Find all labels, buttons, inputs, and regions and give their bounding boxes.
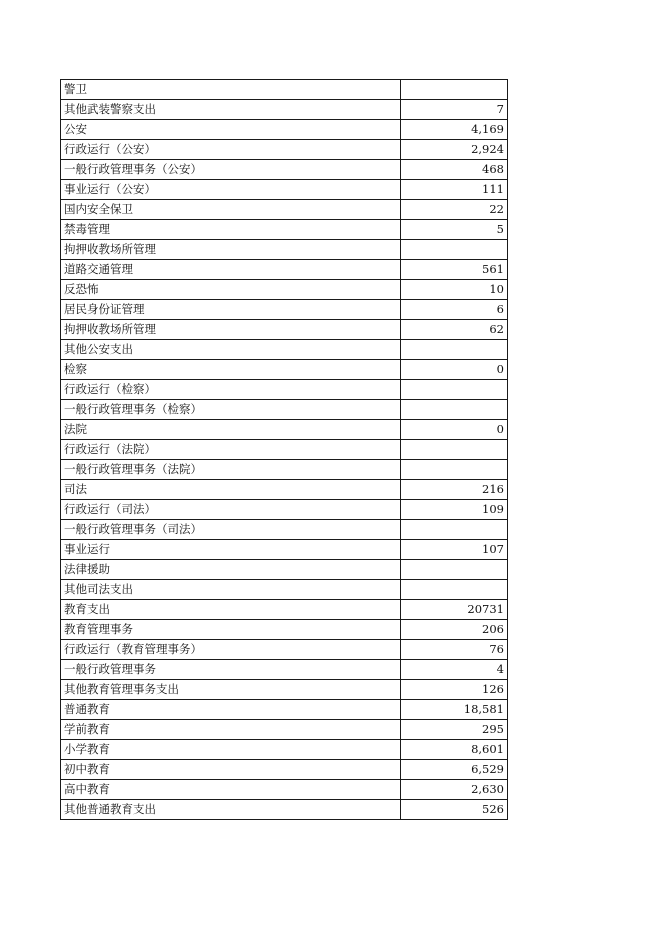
item-name-cell[interactable]: 检察 bbox=[61, 360, 401, 380]
amount-cell[interactable] bbox=[401, 80, 508, 100]
item-name-cell[interactable]: 反恐怖 bbox=[61, 280, 401, 300]
amount-cell[interactable]: 561 bbox=[401, 260, 508, 280]
item-name-cell[interactable]: 居民身份证管理 bbox=[61, 300, 401, 320]
table-row bbox=[61, 80, 508, 100]
amount-cell[interactable]: 0 bbox=[401, 360, 508, 380]
table-row bbox=[61, 440, 508, 460]
table-body bbox=[61, 80, 508, 820]
item-name-cell[interactable]: 警卫 bbox=[61, 80, 401, 100]
table-row bbox=[61, 740, 508, 760]
table-row bbox=[61, 220, 508, 240]
item-name-cell[interactable]: 初中教育 bbox=[61, 760, 401, 780]
amount-cell[interactable] bbox=[401, 460, 508, 480]
table-row bbox=[61, 540, 508, 560]
item-name-cell[interactable]: 拘押收教场所管理 bbox=[61, 240, 401, 260]
amount-cell[interactable]: 62 bbox=[401, 320, 508, 340]
item-name-cell[interactable]: 小学教育 bbox=[61, 740, 401, 760]
item-name-cell[interactable]: 司法 bbox=[61, 480, 401, 500]
item-name-cell[interactable]: 行政运行（教育管理事务） bbox=[61, 640, 401, 660]
item-name-cell[interactable]: 行政运行（法院） bbox=[61, 440, 401, 460]
item-name-cell[interactable]: 学前教育 bbox=[61, 720, 401, 740]
table-row bbox=[61, 380, 508, 400]
item-name-cell[interactable]: 行政运行（司法） bbox=[61, 500, 401, 520]
amount-cell[interactable]: 109 bbox=[401, 500, 508, 520]
item-name-cell[interactable]: 其他普通教育支出 bbox=[61, 800, 401, 820]
amount-cell[interactable]: 7 bbox=[401, 100, 508, 120]
table-row bbox=[61, 280, 508, 300]
item-name-cell[interactable]: 拘押收教场所管理 bbox=[61, 320, 401, 340]
amount-cell[interactable] bbox=[401, 240, 508, 260]
amount-cell[interactable]: 76 bbox=[401, 640, 508, 660]
amount-cell[interactable]: 6,529 bbox=[401, 760, 508, 780]
table-row bbox=[61, 800, 508, 820]
expenditure-table bbox=[60, 79, 508, 820]
amount-cell[interactable]: 126 bbox=[401, 680, 508, 700]
amount-cell[interactable]: 2,630 bbox=[401, 780, 508, 800]
table-row bbox=[61, 140, 508, 160]
amount-cell[interactable] bbox=[401, 400, 508, 420]
table-row bbox=[61, 100, 508, 120]
amount-cell[interactable]: 20731 bbox=[401, 600, 508, 620]
table-row bbox=[61, 640, 508, 660]
item-name-cell[interactable]: 道路交通管理 bbox=[61, 260, 401, 280]
amount-cell[interactable]: 216 bbox=[401, 480, 508, 500]
amount-cell[interactable] bbox=[401, 340, 508, 360]
item-name-cell[interactable]: 其他司法支出 bbox=[61, 580, 401, 600]
table-row bbox=[61, 400, 508, 420]
table-row bbox=[61, 160, 508, 180]
item-name-cell[interactable]: 一般行政管理事务（检察） bbox=[61, 400, 401, 420]
amount-cell[interactable]: 4,169 bbox=[401, 120, 508, 140]
table-row bbox=[61, 760, 508, 780]
amount-cell[interactable]: 526 bbox=[401, 800, 508, 820]
table-row bbox=[61, 460, 508, 480]
table-row bbox=[61, 680, 508, 700]
amount-cell[interactable] bbox=[401, 380, 508, 400]
item-name-cell[interactable]: 行政运行（公安） bbox=[61, 140, 401, 160]
table-row bbox=[61, 200, 508, 220]
item-name-cell[interactable]: 其他教育管理事务支出 bbox=[61, 680, 401, 700]
item-name-cell[interactable]: 公安 bbox=[61, 120, 401, 140]
amount-cell[interactable]: 22 bbox=[401, 200, 508, 220]
amount-cell[interactable]: 4 bbox=[401, 660, 508, 680]
amount-cell[interactable] bbox=[401, 580, 508, 600]
amount-cell[interactable]: 2,924 bbox=[401, 140, 508, 160]
amount-cell[interactable]: 10 bbox=[401, 280, 508, 300]
item-name-cell[interactable]: 高中教育 bbox=[61, 780, 401, 800]
table-row bbox=[61, 600, 508, 620]
table-row bbox=[61, 780, 508, 800]
item-name-cell[interactable]: 一般行政管理事务 bbox=[61, 660, 401, 680]
item-name-cell[interactable]: 教育管理事务 bbox=[61, 620, 401, 640]
table-row bbox=[61, 560, 508, 580]
amount-cell[interactable]: 295 bbox=[401, 720, 508, 740]
amount-cell[interactable]: 111 bbox=[401, 180, 508, 200]
item-name-cell[interactable]: 事业运行 bbox=[61, 540, 401, 560]
amount-cell[interactable]: 0 bbox=[401, 420, 508, 440]
item-name-cell[interactable]: 一般行政管理事务（法院） bbox=[61, 460, 401, 480]
table-row bbox=[61, 240, 508, 260]
amount-cell[interactable]: 6 bbox=[401, 300, 508, 320]
table-row bbox=[61, 720, 508, 740]
table-row bbox=[61, 120, 508, 140]
amount-cell[interactable]: 18,581 bbox=[401, 700, 508, 720]
table-row bbox=[61, 480, 508, 500]
table-row bbox=[61, 300, 508, 320]
table-row bbox=[61, 340, 508, 360]
amount-cell[interactable] bbox=[401, 440, 508, 460]
table-row bbox=[61, 580, 508, 600]
amount-cell[interactable]: 107 bbox=[401, 540, 508, 560]
table-row bbox=[61, 320, 508, 340]
table-row bbox=[61, 420, 508, 440]
item-name-cell[interactable]: 法院 bbox=[61, 420, 401, 440]
item-name-cell[interactable]: 普通教育 bbox=[61, 700, 401, 720]
table-row bbox=[61, 520, 508, 540]
table-row bbox=[61, 700, 508, 720]
table-row bbox=[61, 660, 508, 680]
item-name-cell[interactable]: 一般行政管理事务（公安） bbox=[61, 160, 401, 180]
amount-cell[interactable]: 8,601 bbox=[401, 740, 508, 760]
table-row bbox=[61, 260, 508, 280]
amount-cell[interactable] bbox=[401, 560, 508, 580]
amount-cell[interactable]: 206 bbox=[401, 620, 508, 640]
table-row bbox=[61, 180, 508, 200]
item-name-cell[interactable]: 一般行政管理事务（司法） bbox=[61, 520, 401, 540]
amount-cell[interactable]: 5 bbox=[401, 220, 508, 240]
amount-cell[interactable] bbox=[401, 520, 508, 540]
item-name-cell[interactable]: 法律援助 bbox=[61, 560, 401, 580]
table-row bbox=[61, 620, 508, 640]
table-row bbox=[61, 500, 508, 520]
item-name-cell[interactable]: 行政运行（检察） bbox=[61, 380, 401, 400]
item-name-cell[interactable]: 其他公安支出 bbox=[61, 340, 401, 360]
item-name-cell[interactable]: 禁毒管理 bbox=[61, 220, 401, 240]
amount-cell[interactable]: 468 bbox=[401, 160, 508, 180]
item-name-cell[interactable]: 国内安全保卫 bbox=[61, 200, 401, 220]
item-name-cell[interactable]: 其他武装警察支出 bbox=[61, 100, 401, 120]
item-name-cell[interactable]: 教育支出 bbox=[61, 600, 401, 620]
item-name-cell[interactable]: 事业运行（公安） bbox=[61, 180, 401, 200]
table-row bbox=[61, 360, 508, 380]
